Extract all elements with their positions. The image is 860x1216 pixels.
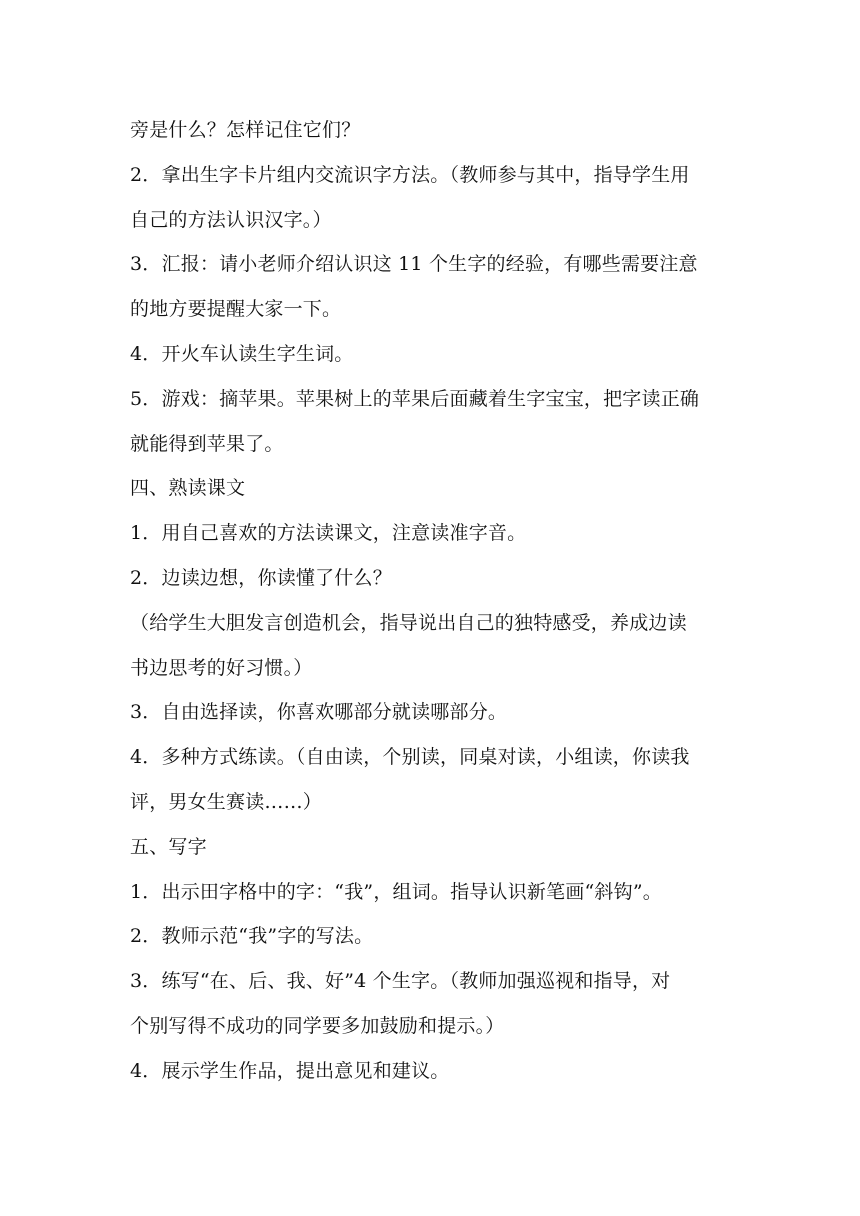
text-line-step-3-report: 3．汇报：请小老师介绍认识这 11 个生字的经验，有哪些需要注意 <box>130 253 698 276</box>
text-line-step-2-exchange: 2．拿出生字卡片组内交流识字方法。（教师参与其中，指导学生用 <box>130 163 690 186</box>
text-line-write-step-3-continued: 个别写得不成功的同学要多加鼓励和提示。） <box>130 1014 505 1037</box>
text-line-read-guidance: （给学生大胆发言创造机会，指导说出自己的独特感受，养成边读 <box>130 611 687 634</box>
text-line-step-5-game: 5．游戏：摘苹果。苹果树上的苹果后面藏着生字宝宝，把字读正确 <box>130 387 700 410</box>
text-line-read-step-3: 3．自由选择读，你喜欢哪部分就读哪部分。 <box>130 701 508 724</box>
text-line-read-step-2: 2．边读边想，你读懂了什么？ <box>130 566 392 589</box>
text-line-read-step-4: 4．多种方式练读。（自由读，个别读，同桌对读，小组读，你读我 <box>130 746 690 769</box>
text-line-step-2-continued: 自己的方法认识汉字。） <box>130 208 332 231</box>
text-line-step-3-continued: 的地方要提醒大家一下。 <box>130 298 342 321</box>
text-line-stroke-question: 旁是什么？怎样记住它们？ <box>130 119 361 141</box>
text-line-write-step-3: 3．练写“在、后、我、好”4 个生字。（教师加强巡视和指导，对 <box>130 970 671 993</box>
text-line-read-step-1: 1．用自己喜欢的方法读课文，注意读准字音。 <box>130 522 527 545</box>
text-line-step-5-continued: 就能得到苹果了。 <box>130 432 284 455</box>
section-heading-read-text: 四、熟读课文 <box>130 477 246 500</box>
text-line-read-step-4-continued: 评，男女生赛读……） <box>130 790 323 813</box>
text-line-write-step-4: 4．展示学生作品，提出意见和建议。 <box>130 1059 450 1082</box>
section-heading-writing: 五、写字 <box>130 835 207 858</box>
text-line-read-guidance-continued: 书边思考的好习惯。） <box>130 656 313 679</box>
document-page <box>130 108 730 1094</box>
text-line-write-step-2: 2．教师示范“我”字的写法。 <box>130 925 374 948</box>
text-line-step-4-train-reading: 4．开火车认读生字生词。 <box>130 342 354 365</box>
text-line-write-step-1: 1．出示田字格中的字：“我”，组词。指导认识新笔画“斜钩”。 <box>130 880 662 903</box>
